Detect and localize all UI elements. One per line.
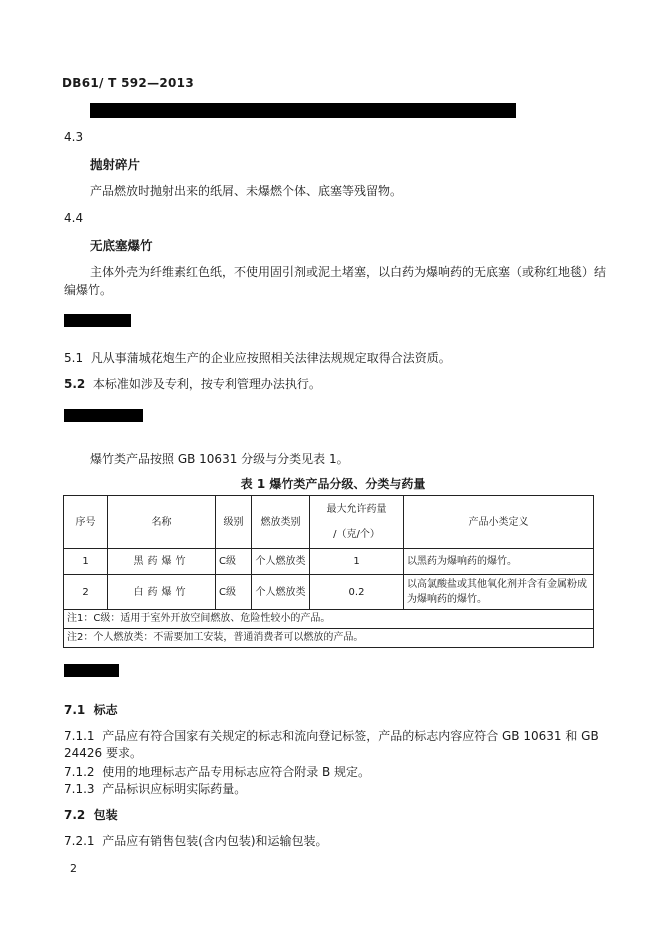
section-4-4-number: 4.4 bbox=[64, 211, 84, 225]
clause-5-1-text: 凡从事蒲城花炮生产的企业应按照相关法律法规规定取得合法资质。 bbox=[90, 351, 451, 365]
header-seq: 序号 bbox=[64, 496, 108, 549]
table-note-row bbox=[64, 629, 594, 648]
clause-5-1-number: 5.1 bbox=[64, 351, 84, 365]
clause-7-1-1-line2: 24426 要求。 bbox=[64, 746, 142, 760]
clause-7-2-1-text: 产品应有销售包装(含内包装)和运输包装。 bbox=[102, 834, 328, 848]
clause-5-2-text: 本标准如涉及专利，按专利管理办法执行。 bbox=[92, 377, 321, 391]
clause-7-2-title: 包装 bbox=[93, 808, 118, 822]
clause-7-1-number: 7.1 bbox=[64, 703, 86, 717]
clause-7-2-1-number: 7.2.1 bbox=[64, 834, 95, 848]
redaction-bar-section-5 bbox=[64, 314, 131, 327]
section-4-4-definition-line1: 主体外壳为纤维素红色纸，不使用固引剂或泥土堵塞，以白药为爆响药的无底塞（或称红地毯）结 bbox=[90, 265, 607, 279]
cell-name: 白药爆竹 bbox=[108, 575, 216, 610]
clause-7-2 bbox=[64, 806, 118, 823]
section-4-4-term: 无底塞爆竹 bbox=[90, 238, 153, 253]
cell-definition-line1: 以高氯酸盐或其他氧化剂并含有金属粉成 bbox=[407, 579, 587, 590]
clause-7-1-1-text: 产品应有符合国家有关规定的标志和流向登记标签，产品的标志内容应符合 GB 10631 和 GB bbox=[102, 729, 599, 743]
table-row bbox=[64, 549, 594, 575]
clause-7-1-1-number: 7.1.1 bbox=[64, 729, 95, 743]
clause-7-1-title: 标志 bbox=[93, 703, 118, 717]
header-definition: 产品小类定义 bbox=[404, 496, 594, 549]
page-number: 2 bbox=[70, 862, 77, 875]
header-max-charge-line1: 最大允许药量 bbox=[326, 504, 387, 515]
clause-7-1-2 bbox=[64, 763, 370, 780]
clause-7-1-3-text: 产品标识应标明实际药量。 bbox=[102, 782, 247, 796]
clause-5-2-number: 5.2 bbox=[64, 377, 86, 391]
clause-7-1 bbox=[64, 701, 118, 718]
cell-max-charge: 0.2 bbox=[310, 575, 404, 610]
table-note-1: 注1：C级：适用于室外开放空间燃放、危险性较小的产品。 bbox=[64, 610, 594, 629]
cell-burn-category: 个人燃放类 bbox=[252, 575, 310, 610]
cell-name: 黑药爆竹 bbox=[108, 549, 216, 575]
table-note-2: 注2：个人燃放类：不需要加工安装，普通消费者可以燃放的产品。 bbox=[64, 629, 594, 648]
section-4-3-definition: 产品燃放时抛射出来的纸屑、未爆燃个体、底塞等残留物。 bbox=[90, 184, 403, 198]
table-note-row bbox=[64, 610, 594, 629]
cell-max-charge: 1 bbox=[310, 549, 404, 575]
cell-seq: 2 bbox=[64, 575, 108, 610]
cell-burn-category: 个人燃放类 bbox=[252, 549, 310, 575]
clause-7-1-3 bbox=[64, 780, 246, 797]
section-6-text: 爆竹类产品按照 GB 10631 分级与分类见表 1。 bbox=[90, 452, 349, 466]
clause-7-1-3-number: 7.1.3 bbox=[64, 782, 95, 796]
table-header-row bbox=[64, 496, 594, 549]
cell-definition-line2: 为爆响药的爆竹。 bbox=[407, 594, 487, 605]
redaction-bar-top bbox=[90, 103, 516, 118]
clause-7-2-1 bbox=[64, 832, 328, 849]
table-1 bbox=[63, 495, 594, 648]
cell-grade: C级 bbox=[216, 549, 252, 575]
header-name: 名称 bbox=[108, 496, 216, 549]
header-max-charge-line2: /（克/个） bbox=[333, 529, 380, 540]
section-4-3-term: 抛射碎片 bbox=[90, 157, 141, 172]
section-4-3-number: 4.3 bbox=[64, 130, 84, 144]
cell-definition: 以黑药为爆响药的爆竹。 bbox=[404, 549, 594, 575]
redaction-bar-section-6 bbox=[64, 409, 143, 422]
document-header: DB61/ T 592—2013 bbox=[62, 76, 194, 90]
clause-7-1-2-text: 使用的地理标志产品专用标志应符合附录 B 规定。 bbox=[102, 765, 371, 779]
redaction-bar-section-7 bbox=[64, 664, 119, 677]
clause-5-1 bbox=[64, 349, 451, 366]
cell-seq: 1 bbox=[64, 549, 108, 575]
clause-7-2-number: 7.2 bbox=[64, 808, 86, 822]
clause-7-1-1 bbox=[64, 727, 599, 744]
clause-5-2 bbox=[64, 375, 321, 392]
header-max-charge bbox=[310, 496, 404, 549]
cell-grade: C级 bbox=[216, 575, 252, 610]
section-4-4-definition-line2: 编爆竹。 bbox=[64, 283, 113, 297]
table-row bbox=[64, 575, 594, 610]
cell-definition bbox=[404, 575, 594, 610]
table-caption: 表 1 爆竹类产品分级、分类与药量 bbox=[240, 477, 426, 491]
header-burn-category: 燃放类别 bbox=[252, 496, 310, 549]
header-grade: 级别 bbox=[216, 496, 252, 549]
clause-7-1-2-number: 7.1.2 bbox=[64, 765, 95, 779]
